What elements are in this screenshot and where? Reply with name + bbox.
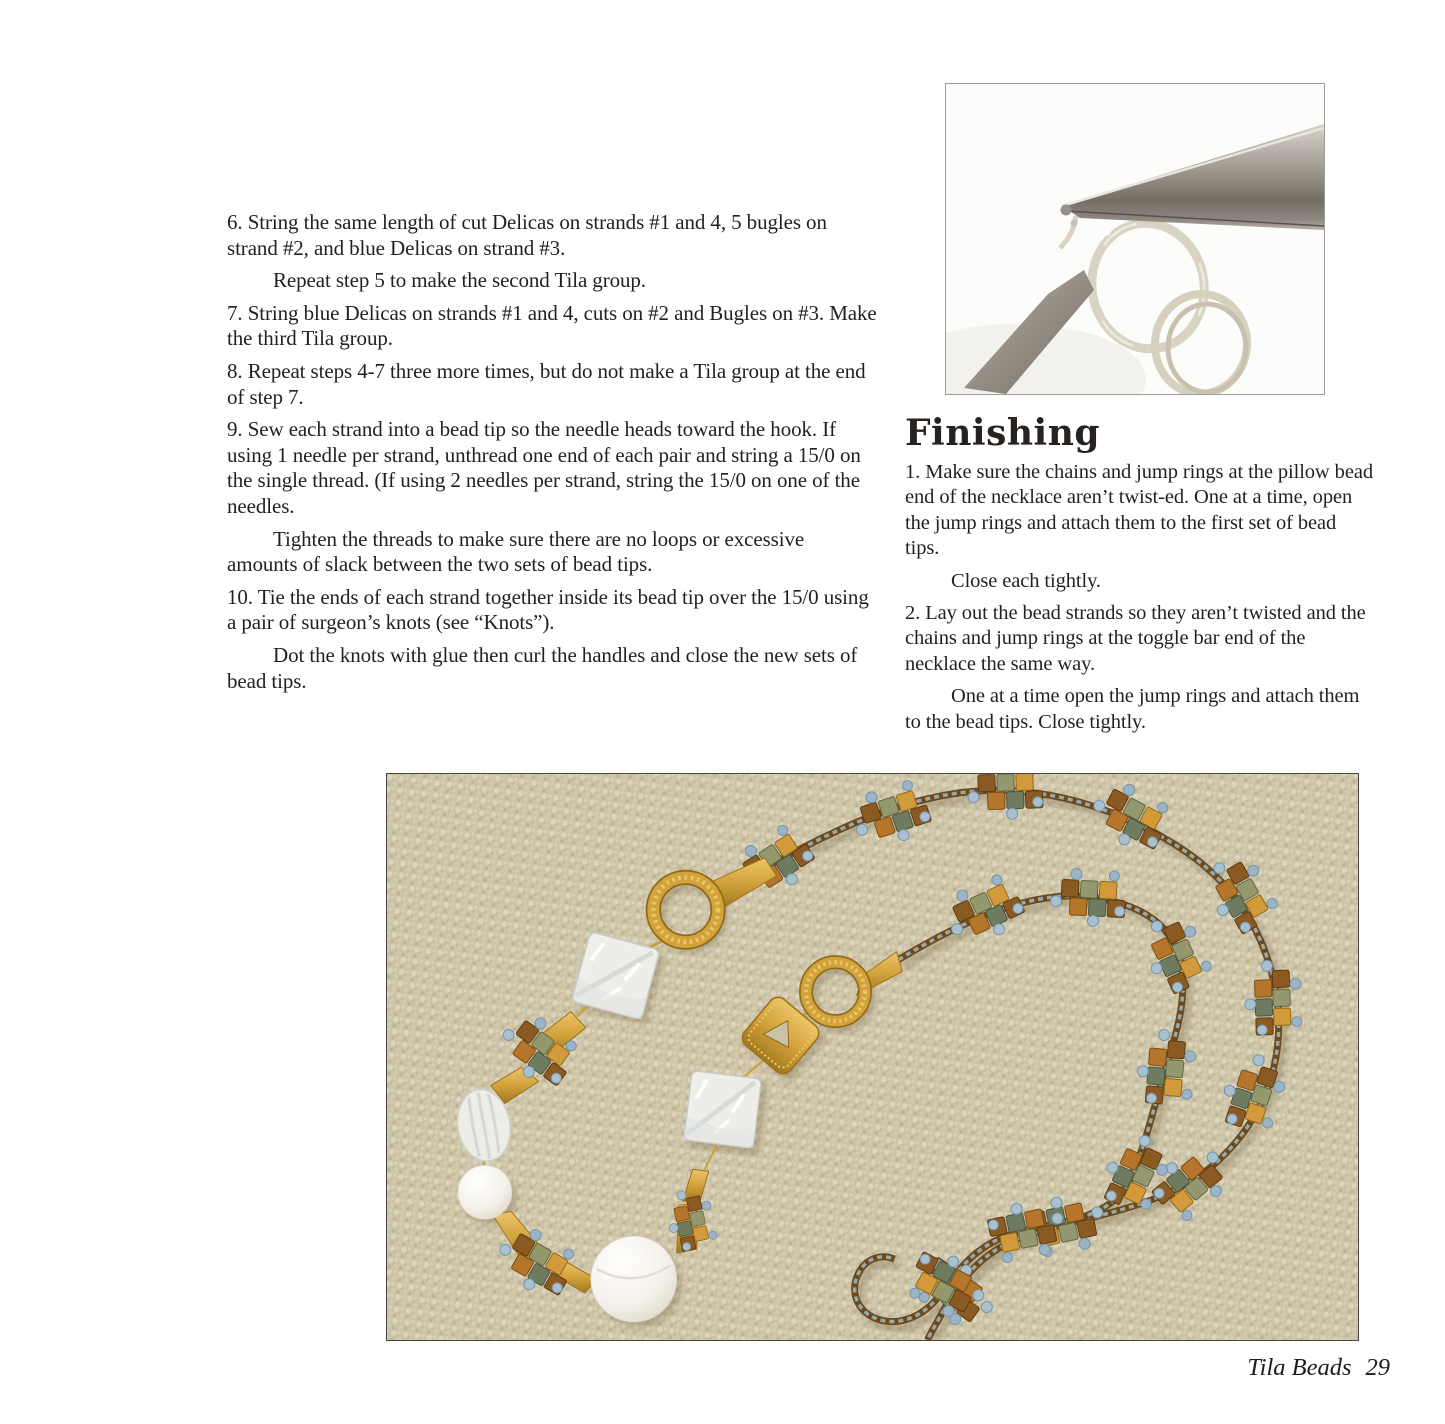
crystal-cube-bead-2: [684, 1071, 762, 1149]
finishing-step-2: 2. Lay out the bead strands so they aren’t twisted and the chains and jump rings at the toggle bar end of the necklace the same way.: [905, 602, 1366, 675]
instruction-substep: Repeat step 5 to make the second Tila group.: [273, 268, 646, 293]
necklace-photo-art: [387, 774, 1358, 1340]
section-heading-finishing: Finishing: [905, 412, 1101, 454]
page-footer: [386, 1354, 1390, 1382]
instruction-step-6: 6. String the same length of cut Delicas on strands #1 and 4, 5 bugles on strand #2, and blue Delicas on strand #3.: [227, 210, 827, 260]
footer-book-title: Tila Beads: [1247, 1354, 1352, 1381]
finishing-substep: Close each tightly.: [951, 569, 1101, 592]
instruction-step-7: 7. String blue Delicas on strands #1 and 4, cuts on #2 and Bugles on #3. Make the third Tila group.: [227, 300, 877, 351]
coin-pearl-bead: [591, 1236, 677, 1322]
finishing-step-1: 1. Make sure the chains and jump rings at the pillow bead end of the necklace aren’t twist-ed. One at a time, open the jump rings and attach them to the first set of bead tips.: [905, 461, 1373, 560]
pliers-photo: [945, 83, 1325, 395]
pliers-photo-art: [946, 84, 1324, 394]
round-pearl-bead: [458, 1165, 512, 1219]
instruction-step-9: 9. Sew each strand into a bead tip so the needle heads toward the hook. If using 1 needle per strand, unthread one end of each pair and string a 15/0 on the single thread. (If using 2 needles per strand, string the 15/0 on one of the needles.: [227, 417, 861, 518]
instructions-column-left: [227, 210, 877, 701]
necklace-photo: [386, 773, 1359, 1341]
footer-page-number: 29: [1365, 1354, 1390, 1381]
instruction-substep: Tighten the threads to make sure there are no loops or excessive amounts of slack between the two sets of bead tips.: [227, 526, 805, 577]
instruction-step-8: 8. Repeat steps 4-7 three more times, but do not make a Tila group at the end of step 7.: [227, 358, 866, 409]
instruction-step-10: 10. Tie the ends of each strand together inside its bead tip over the 15/0 using a pair of surgeon’s knots (see “Knots”).: [227, 584, 869, 635]
instructions-column-right: [905, 413, 1373, 742]
finishing-substep: One at a time open the jump rings and attach them to the bead tips. Close tightly.: [905, 685, 1360, 733]
instruction-substep: Dot the knots with glue then curl the handles and close the new sets of bead tips.: [227, 642, 858, 693]
